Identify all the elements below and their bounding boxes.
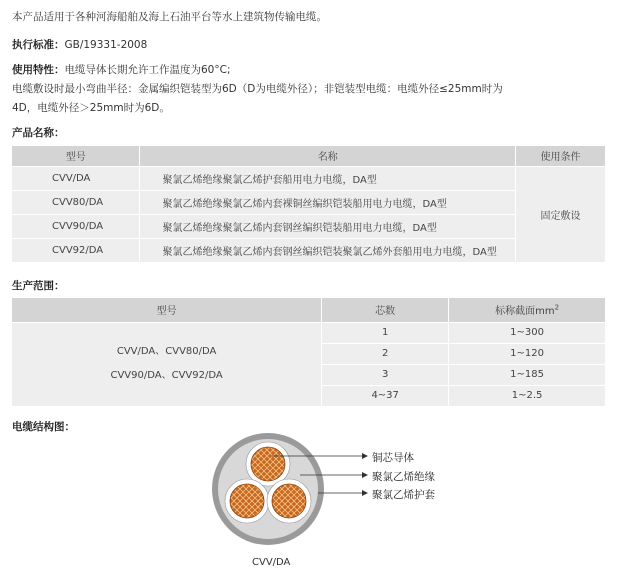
row-name: 聚氯乙烯绝缘聚氯乙烯内套钢丝编织铠装聚氯乙烯外套船用电力电缆，DA型 bbox=[140, 238, 516, 262]
header-name: 名称 bbox=[140, 146, 516, 166]
header-section-text: 标称截面mm bbox=[495, 306, 555, 318]
cable-structure-diagram bbox=[0, 420, 620, 560]
product-names-title: 产品名称： bbox=[12, 127, 65, 139]
features-label: 使用特性： bbox=[12, 64, 65, 76]
header-condition: 使用条件 bbox=[516, 146, 606, 166]
models-line-1: CVV/DA、CVV80/DA bbox=[116, 346, 217, 358]
product-names-table bbox=[12, 146, 606, 262]
condition-cell: 固定敷设 bbox=[516, 166, 606, 262]
standard-value: GB/19331-2008 bbox=[64, 39, 148, 51]
features-line-1: 电缆导体长期允许工作温度为60°C; bbox=[64, 64, 231, 76]
header-section-superscript: 2 bbox=[554, 303, 560, 312]
models-cell bbox=[12, 322, 322, 406]
header-cores: 芯数 bbox=[322, 298, 449, 322]
row-cores: 3 bbox=[322, 364, 449, 385]
row-model: CVV90/DA bbox=[12, 214, 140, 238]
table-row bbox=[12, 322, 606, 343]
production-range-title: 生产范围： bbox=[12, 280, 65, 292]
table-row bbox=[12, 166, 606, 190]
row-model: CVV80/DA bbox=[12, 190, 140, 214]
header-section bbox=[449, 298, 606, 322]
label-pvc-sheath: 聚氯乙烯护套 bbox=[372, 489, 435, 501]
standard-line bbox=[12, 36, 147, 55]
table-header-row bbox=[12, 298, 606, 322]
features-block bbox=[12, 61, 503, 118]
models-line-2: CVV90/DA、CVV92/DA bbox=[110, 370, 223, 382]
row-name: 聚氯乙烯绝缘聚氯乙烯内套裸铜丝编织铠装船用电力电缆，DA型 bbox=[140, 190, 516, 214]
production-range-table bbox=[12, 298, 606, 406]
row-section: 1~120 bbox=[449, 343, 606, 364]
features-line-2: 电缆敷设时最小弯曲半径：金属编织铠装型为6D（D为电缆外径）；非铠装型电缆：电缆外径≤25mm时为 bbox=[12, 83, 503, 95]
row-section: 1~300 bbox=[449, 322, 606, 343]
row-section: 1~185 bbox=[449, 364, 606, 385]
diagram-caption: CVV/DA bbox=[252, 557, 291, 568]
label-pvc-insulation: 聚氯乙烯绝缘 bbox=[372, 471, 435, 483]
row-name: 聚氯乙烯绝缘聚氯乙烯内套钢丝编织铠装船用电力电缆，DA型 bbox=[140, 214, 516, 238]
row-cores: 1 bbox=[322, 322, 449, 343]
intro-text: 本产品适用于各种河海船舶及海上石油平台等水上建筑物传输电缆。 bbox=[12, 11, 327, 23]
row-cores: 2 bbox=[322, 343, 449, 364]
core-left bbox=[225, 479, 269, 523]
core-right bbox=[267, 479, 311, 523]
row-model: CVV/DA bbox=[12, 166, 140, 190]
row-section: 1~2.5 bbox=[449, 385, 606, 406]
header-model: 型号 bbox=[12, 146, 140, 166]
header-model: 型号 bbox=[12, 298, 322, 322]
core-top bbox=[246, 442, 290, 486]
features-line-3: 4D，电缆外径＞25mm时为6D。 bbox=[12, 102, 170, 114]
standard-label: 执行标准： bbox=[12, 39, 65, 51]
label-copper-conductor: 铜芯导体 bbox=[372, 452, 414, 464]
table-header-row bbox=[12, 146, 606, 166]
row-model: CVV92/DA bbox=[12, 238, 140, 262]
row-cores: 4~37 bbox=[322, 385, 449, 406]
row-name: 聚氯乙烯绝缘聚氯乙烯护套船用电力电缆，DA型 bbox=[140, 166, 516, 190]
structure-title: 电缆结构图： bbox=[12, 421, 75, 433]
